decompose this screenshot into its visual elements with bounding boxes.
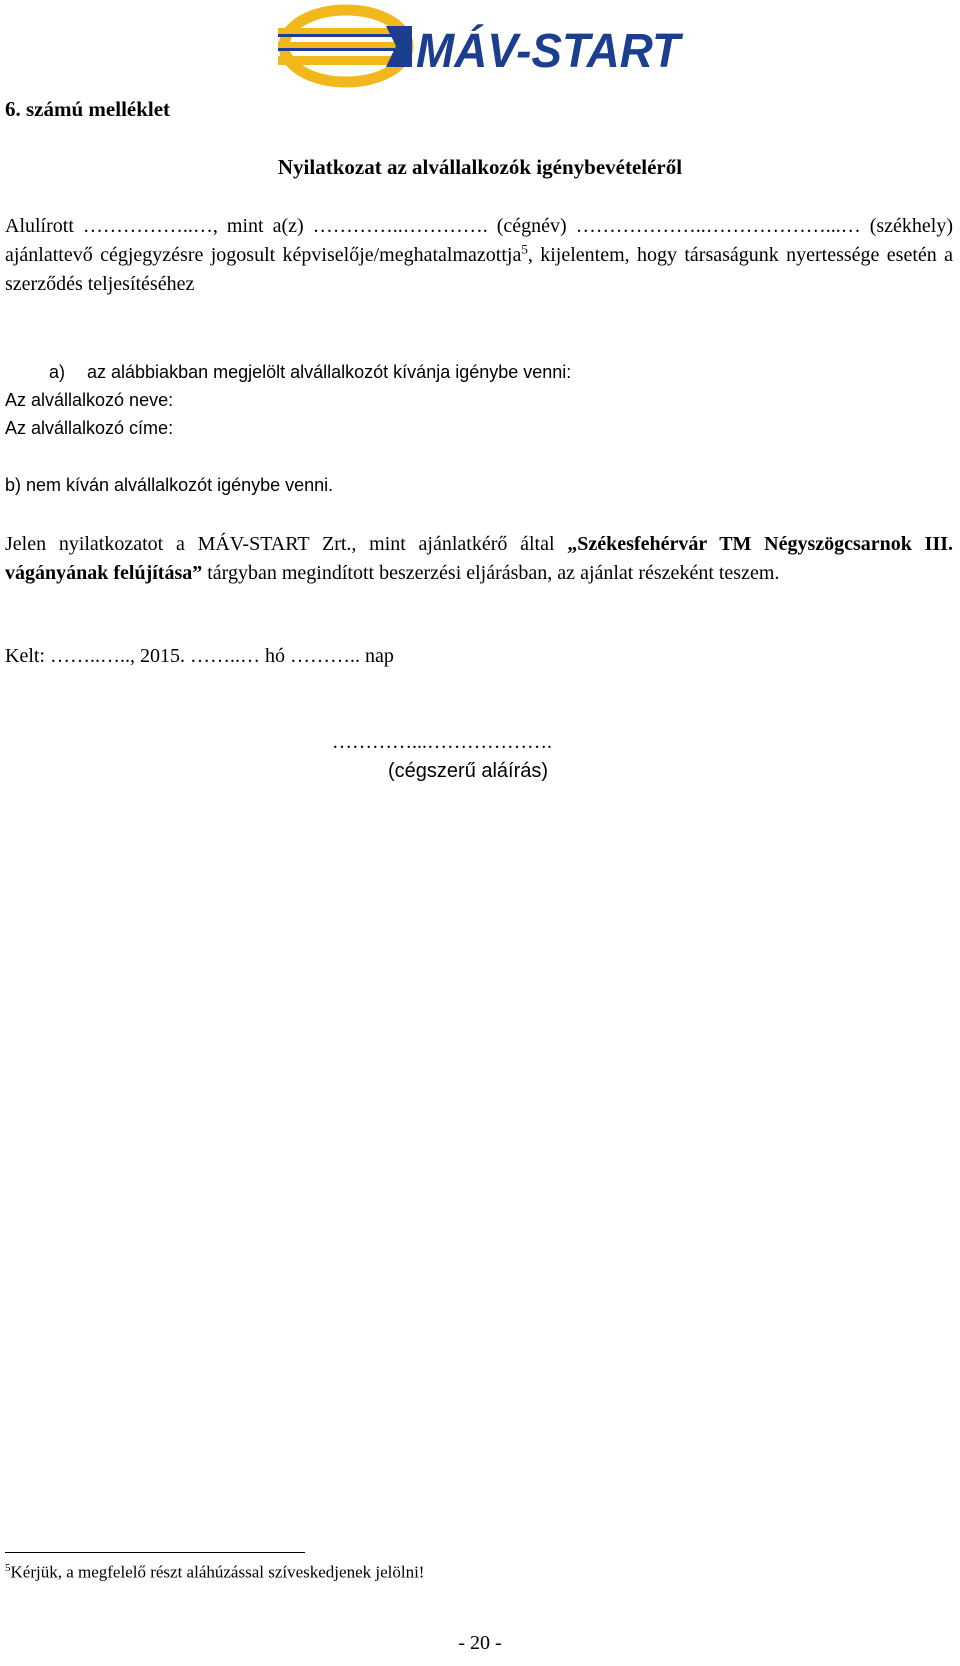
subcontractor-name-label: Az alvállalkozó neve:: [5, 390, 174, 410]
document-title: Nyilatkozat az alvállalkozók igénybevételéről: [277, 155, 683, 179]
footnote-number: 5: [5, 1562, 11, 1574]
statement-text-2: , mint ajánlatkérő által: [351, 533, 568, 555]
logo-text: MÁV-START: [416, 25, 684, 78]
statement-text-3: tárgyban megindított beszerzési eljárásban, az ajánlat részeként teszem.: [202, 562, 780, 584]
mav-start-logo: [278, 4, 684, 88]
footnote-text: Kérjük, a megfelelő részt aláhúzással szíveskedjenek jelölni!: [10, 1562, 425, 1582]
statement-paragraph: [5, 530, 953, 588]
signature-label: (cégszerű aláírás): [388, 760, 549, 782]
statement-text-1: Jelen nyilatkozatot a: [5, 533, 198, 555]
option-a-text: az alábbiakban megjelölt alvállalkozót kívánja igénybe venni:: [87, 362, 572, 382]
subcontractor-address-label: Az alvállalkozó címe:: [5, 418, 174, 438]
signature-line: …………...……………….: [332, 731, 552, 753]
logo-emblem: [278, 10, 412, 82]
option-a: [49, 362, 571, 383]
option-b: b) nem kíván alvállalkozót igénybe venni.: [5, 475, 334, 495]
project-name: „Székesfehérvár TM Négyszögcsarnok III. vágányának felújítása”: [5, 533, 954, 584]
company-name: MÁV-START Zrt.: [197, 533, 352, 555]
footnote: [5, 1562, 424, 1583]
declaration-paragraph: [5, 212, 953, 299]
annex-number: 6. számú melléklet: [5, 97, 171, 121]
date-line: Kelt: ……..….., 2015. ……..… hó ……….. nap: [5, 645, 394, 667]
declaration-text-2: , kijelentem, hogy társaságunk nyertessége esetén a szerződés teljesítéséhez: [5, 244, 953, 295]
footnote-reference: 5: [521, 241, 528, 257]
option-a-label: a): [49, 362, 66, 382]
page-number: - 20 -: [458, 1632, 502, 1654]
footnote-divider: [5, 1552, 305, 1553]
mav-start-logo-svg: [278, 4, 684, 88]
declaration-text-1: Alulírott ……………..…, mint a(z) …………..…………. (cégnév) ………………..………………...… (székhely) ajánlattevő cégjegyzésre jogosult képviselője/meghatalmazottja: [5, 215, 953, 266]
